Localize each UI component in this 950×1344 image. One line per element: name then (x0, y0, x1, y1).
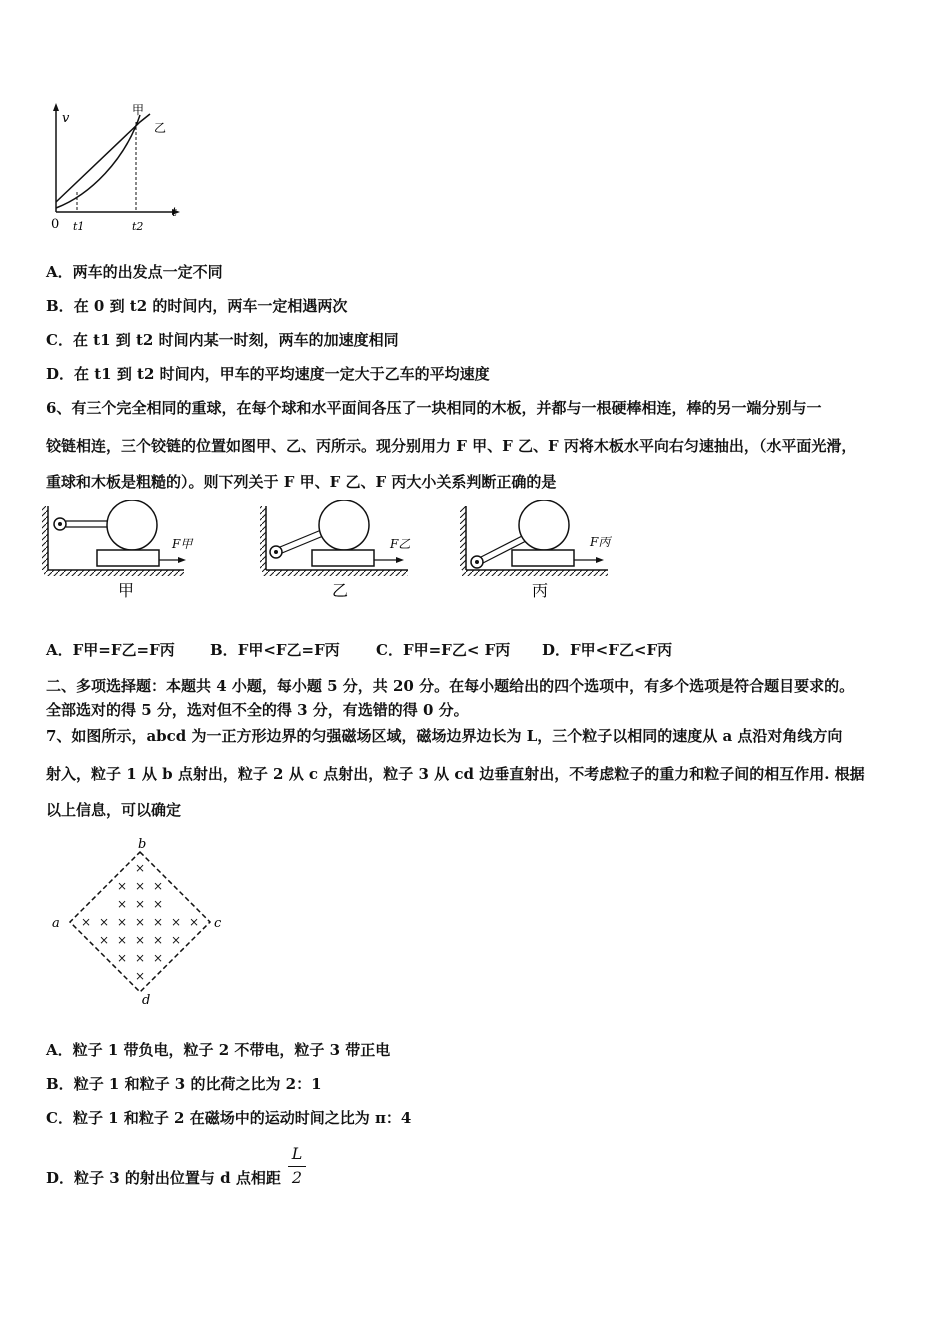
q7-option-c: C．粒子 1 和粒子 2 在磁场中的运动时间之比为 π：4 (46, 1109, 412, 1127)
figure-jia (42, 500, 194, 600)
svg-text:×: × (134, 969, 146, 983)
vt-graph (40, 100, 190, 235)
svg-text:×: × (80, 915, 92, 929)
q7-line3: 以上信息，可以确定 (46, 801, 182, 819)
field-crosses (81, 861, 199, 983)
svg-text:×: × (116, 933, 128, 947)
force-label-jia: F甲 (172, 537, 193, 551)
svg-text:×: × (134, 933, 146, 947)
svg-text:×: × (134, 915, 146, 929)
fraction-numerator: L (291, 1144, 303, 1163)
corner-label-b: b (138, 837, 147, 852)
q6-line2: 铰链相连，三个铰链的位置如图甲、乙、丙所示。现分别用力 F 甲、F 乙、F 丙将木板水平向右匀速抽出，（水平面光滑， (46, 437, 857, 455)
svg-text:×: × (188, 915, 200, 929)
fig-label-yi: 乙 (332, 581, 349, 600)
corner-label-d: d (142, 993, 151, 1006)
q6-option-d: D．F甲<F乙<F丙 (542, 641, 673, 659)
figure-yi (260, 500, 410, 600)
svg-text:×: × (116, 951, 128, 965)
q6-options (46, 640, 672, 660)
q7-option-d: D．粒子 3 的射出位置与 d 点相距 (46, 1169, 281, 1187)
q7-line1: 7、如图所示，abcd 为一正方形边界的匀强磁场区域，磁场边界边长为 L，三个粒子以相同的速度从 a 点沿对角线方向 (46, 727, 843, 745)
q7-line2: 射入，粒子 1 从 b 点射出，粒子 2 从 c 点射出，粒子 3 从 cd 边垂直射出，不考虑粒子的重力和粒子间的相互作用. 根据 (46, 765, 865, 783)
corner-label-a: a (52, 916, 60, 931)
q7-magnetic-field-diagram (48, 834, 228, 1006)
q6-line1: 6、有三个完全相同的重球，在每个球和水平面间各压了一块相同的木板，并都与一根硬棒相连，棒的另一端分别与一 (46, 399, 822, 417)
figure-bing (460, 500, 612, 600)
fraction-denominator: 2 (291, 1168, 303, 1187)
svg-text:×: × (170, 933, 182, 947)
curve2-label: 乙 (154, 121, 167, 135)
svg-text:×: × (116, 879, 128, 893)
svg-text:×: × (170, 915, 182, 929)
fraction-bar (288, 1166, 306, 1167)
section2-line2: 全部选对的得 5 分，选对但不全的得 3 分，有选错的得 0 分。 (46, 701, 469, 719)
svg-text:×: × (116, 897, 128, 911)
q5-option-b: B．在 0 到 t2 的时间内，两车一定相遇两次 (46, 297, 348, 315)
svg-text:×: × (134, 951, 146, 965)
curve1-label: 甲 (132, 103, 145, 117)
svg-text:×: × (152, 879, 164, 893)
t-label: t (172, 205, 177, 219)
svg-text:×: × (152, 951, 164, 965)
v-label: v (62, 111, 70, 126)
svg-text:×: × (116, 915, 128, 929)
svg-text:×: × (152, 915, 164, 929)
q6-figures (40, 500, 620, 610)
svg-text:×: × (134, 861, 146, 875)
svg-text:×: × (134, 897, 146, 911)
corner-label-c: c (214, 916, 222, 931)
t2-label: t2 (132, 220, 144, 233)
force-label-bing: F丙 (590, 535, 611, 549)
svg-text:×: × (152, 933, 164, 947)
fig-label-bing: 丙 (532, 581, 549, 600)
q5-option-d: D．在 t1 到 t2 时间内，甲车的平均速度一定大于乙车的平均速度 (46, 365, 490, 383)
q5-option-a: A．两车的出发点一定不同 (46, 263, 223, 281)
q6-option-c: C．F甲=F乙< F丙 (376, 641, 511, 659)
section2-line1: 二、多项选择题：本题共 4 小题，每小题 5 分，共 20 分。在每小题给出的四个选项中，有多个选项是符合题目要求的。 (46, 677, 855, 695)
fig-label-jia: 甲 (118, 581, 135, 600)
svg-text:×: × (98, 915, 110, 929)
q6-option-b: B．F甲<F乙=F丙 (210, 641, 340, 659)
svg-text:×: × (134, 879, 146, 893)
svg-text:×: × (98, 933, 110, 947)
v-axis-arrow (53, 103, 59, 111)
t1-label: t1 (73, 220, 85, 233)
q6-line3: 重球和木板是粗糙的）。则下列关于 F 甲、F 乙、F 丙大小关系判断正确的是 (46, 473, 557, 491)
q6-option-a: A．F甲=F乙=F丙 (46, 641, 175, 659)
q7-option-b: B．粒子 1 和粒子 3 的比荷之比为 2：1 (46, 1075, 322, 1093)
svg-text:×: × (152, 897, 164, 911)
q5-option-c: C．在 t1 到 t2 时间内某一时刻，两车的加速度相同 (46, 331, 399, 349)
q7-option-a: A．粒子 1 带负电，粒子 2 不带电，粒子 3 带正电 (46, 1041, 391, 1059)
origin-label: 0 (51, 217, 60, 232)
force-label-yi: F乙 (390, 537, 411, 551)
